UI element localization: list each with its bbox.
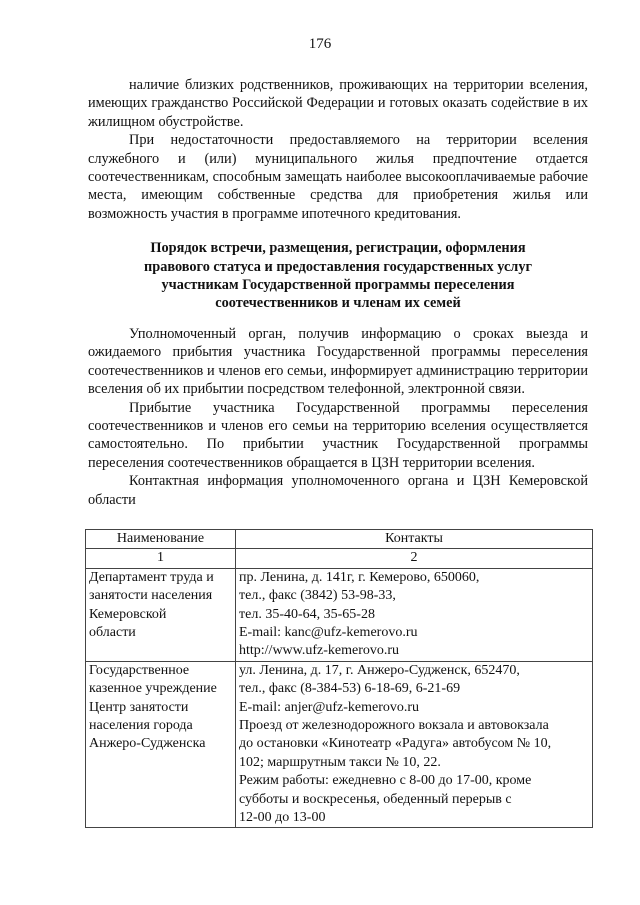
paragraph-arrival: Прибытие участника Государственной программы переселения соотечественников и членов его семьи на территорию вселения осуществляется самостоятельно. По прибытии участник Государственной программы переселения соотечественников обращается в ЦЗН территории вселения. — [88, 399, 588, 471]
cell-line: субботы и воскресенья, обеденный перерыв с — [239, 791, 512, 807]
table-header-row — [86, 529, 593, 548]
cell-line: ул. Ленина, д. 17, г. Анжеро-Судженск, 652470, — [239, 662, 520, 678]
column-header-contacts: Контакты — [236, 529, 593, 548]
table-column-numbers-row — [86, 549, 593, 568]
paragraph-relatives: наличие близких родственников, проживающих на территории вселения, имеющих гражданство Российской Федерации и готовых оказать содействие в их жилищном обустройстве. — [88, 77, 588, 130]
cell-line: тел., факс (3842) 53-98-33, — [239, 588, 396, 604]
table-row — [86, 661, 593, 828]
cell-line: Кемеровской — [89, 606, 167, 622]
column-number: 1 — [86, 549, 236, 568]
cell-line: 102; маршрутным такси № 10, 22. — [239, 754, 441, 770]
column-header-name: Наименование — [86, 529, 236, 548]
cell-line: занятости населения — [89, 588, 213, 604]
cell-line: Режим работы: ежедневно с 8-00 до 17-00, кроме — [239, 773, 532, 789]
email-text: E-mail: anjer@ufz-kemerovo.ru — [239, 699, 420, 715]
paragraph-contact-info-intro: Контактная информация уполномоченного органа и ЦЗН Кемеровской области — [88, 473, 588, 508]
paragraph-authorized-body: Уполномоченный орган, получив информацию о сроках выезда и ожидаемого прибытия участника Государственной программы переселения соотечественников и членов его семьи, информирует администрацию территории вселения об их прибытии посредством телефонной, электронной связи. — [88, 325, 588, 398]
contacts-cell — [236, 661, 593, 828]
cell-line: Проезд от железнодорожного вокзала и автовокзала — [239, 718, 549, 733]
website-text: http://www.ufz-kemerovo.ru — [239, 643, 400, 659]
contacts-table — [85, 529, 593, 829]
cell-line: пр. Ленина, д. 141г, г. Кемерово, 650060, — [239, 569, 480, 585]
page-number: 176 — [308, 36, 332, 52]
heading-line: правового статуса и предоставления государственных услуг — [144, 258, 532, 275]
organization-name-cell — [86, 661, 236, 828]
organization-name-cell — [86, 568, 236, 661]
heading-line: соотечественников и членам их семей — [215, 295, 461, 312]
cell-line: Анжеро-Судженска — [89, 736, 206, 752]
cell-line: Государственное — [89, 662, 190, 678]
cell-line: тел., факс (8-384-53) 6-18-69, 6-21-69 — [239, 681, 461, 697]
section-heading — [88, 239, 588, 313]
cell-line: 12-00 до 13-00 — [239, 810, 326, 826]
table-row — [86, 568, 593, 661]
cell-line: тел. 35-40-64, 35-65-28 — [239, 606, 375, 622]
document-body — [88, 76, 588, 828]
cell-line: области — [89, 624, 136, 640]
email-text: E-mail: kanc@ufz-kemerovo.ru — [239, 624, 418, 640]
cell-line: до остановки «Кинотеатр «Радуга» автобусом № 10, — [239, 736, 552, 752]
cell-line: населения города — [89, 718, 193, 733]
cell-line: казенное учреждение — [89, 681, 217, 697]
paragraph-housing-preference: При недостаточности предоставляемого на территории вселения служебного и (или) муниципального жилья предпочтение отдается соотечественникам, способным замещать наиболее высокооплачиваемые рабочие места, имеющим собственные средства для приобретения жилья или возможность участия в программе ипотечного кредитования. — [88, 132, 588, 222]
heading-line: Порядок встречи, размещения, регистрации, оформления — [150, 240, 526, 257]
column-number: 2 — [236, 549, 593, 568]
contacts-cell — [236, 568, 593, 661]
cell-line: Центр занятости — [89, 699, 189, 715]
cell-line: Департамент труда и — [89, 569, 214, 585]
heading-line: участникам Государственной программы переселения — [161, 277, 515, 294]
